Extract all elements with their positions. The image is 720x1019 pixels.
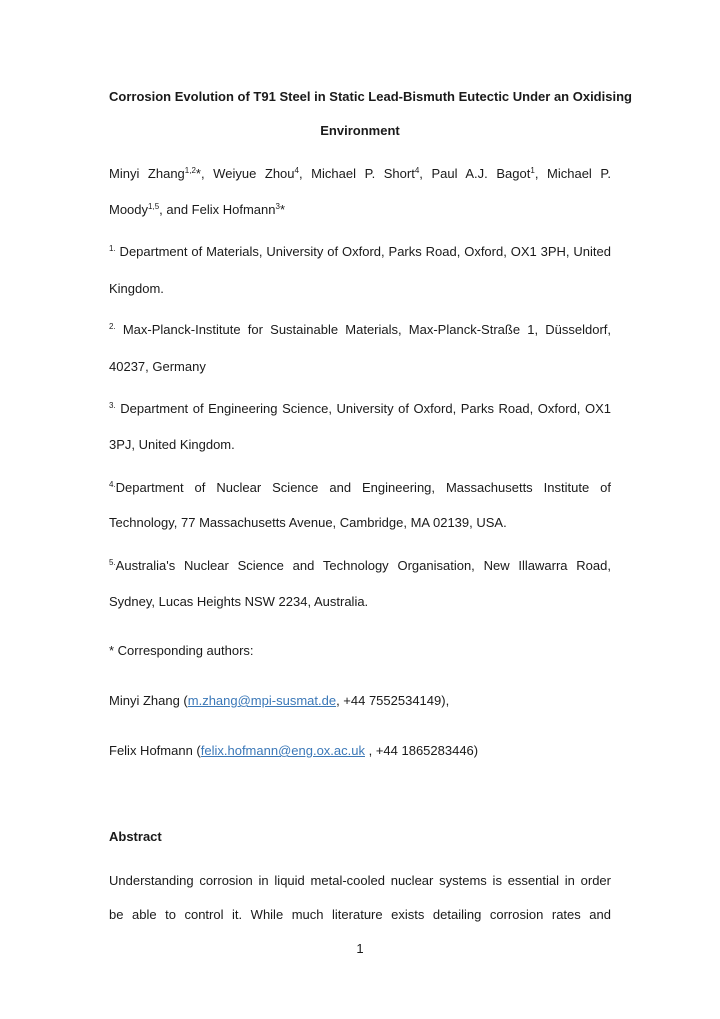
page-number: 1 xyxy=(356,941,364,956)
affiliation-4-line-1 xyxy=(109,480,611,496)
affiliation-text: Department of Nuclear Science and Engineering, Massachusetts Institute of xyxy=(115,480,611,495)
author-affiliation-mark: 1,5 xyxy=(148,202,160,211)
corresponding-heading: * Corresponding authors: xyxy=(109,643,254,658)
author-name: , Weiyue Zhou xyxy=(200,166,295,181)
affiliation-number: 2. xyxy=(109,322,116,331)
abstract-line-1: Understanding corrosion in liquid metal-cooled nuclear systems is essential in order xyxy=(109,873,611,888)
paper-title-line-2: Environment xyxy=(320,123,400,138)
affiliation-5-line-2: Sydney, Lucas Heights NSW 2234, Australia. xyxy=(109,594,369,609)
paper-title-line-1: Corrosion Evolution of T91 Steel in Static Lead-Bismuth Eutectic Under an Oxidising xyxy=(109,89,632,104)
author-affiliation-mark: 4 xyxy=(414,166,420,175)
contact-name: Felix Hofmann ( xyxy=(109,743,201,758)
author-name: Moody xyxy=(109,202,149,217)
corresponding-mark: * xyxy=(279,202,286,217)
abstract-heading: Abstract xyxy=(109,829,162,844)
affiliation-3-line-2: 3PJ, United Kingdom. xyxy=(109,437,235,452)
corresponding-mark: * xyxy=(195,166,201,181)
affiliation-5-line-1 xyxy=(109,558,611,574)
affiliation-number: 1. xyxy=(109,244,116,253)
affiliation-text: Australia's Nuclear Science and Technology Organisation, New Illawarra Road, xyxy=(115,558,611,573)
affiliation-4-line-2: Technology, 77 Massachusetts Avenue, Cambridge, MA 02139, USA. xyxy=(109,515,507,530)
author-affiliation-mark: 1 xyxy=(530,166,535,175)
author-name: , Michael P. Short xyxy=(298,166,415,181)
affiliation-number: 4. xyxy=(109,480,116,489)
corresponding-author-1 xyxy=(109,693,611,709)
affiliation-1-line-2: Kingdom. xyxy=(109,281,164,296)
author-affiliation-mark: 4 xyxy=(294,166,299,175)
contact-phone: , +44 1865283446) xyxy=(364,743,479,758)
author-list-line-1 xyxy=(109,166,611,182)
contact-phone: , +44 7552534149), xyxy=(336,693,450,708)
affiliation-3-line-1 xyxy=(109,401,611,417)
corresponding-author-2 xyxy=(109,743,611,759)
author-list-line-2 xyxy=(109,202,611,218)
email-link[interactable]: felix.hofmann@eng.ox.ac.uk xyxy=(200,743,365,758)
affiliation-number: 5. xyxy=(109,558,116,567)
affiliation-text: Max-Planck-Institute for Sustainable Materials, Max-Planck-Straße 1, Düsseldorf, xyxy=(115,322,611,337)
affiliation-text: Department of Engineering Science, University of Oxford, Parks Road, Oxford, OX1 xyxy=(115,401,611,416)
author-affiliation-mark: 1,2 xyxy=(184,166,196,175)
affiliation-text: Department of Materials, University of Oxford, Parks Road, Oxford, OX1 3PH, United xyxy=(115,244,611,259)
affiliation-2-line-2: 40237, Germany xyxy=(109,359,206,374)
affiliation-number: 3. xyxy=(109,401,116,410)
author-affiliation-mark: 3 xyxy=(275,202,280,211)
abstract-line-2: be able to control it. While much literature exists detailing corrosion rates and xyxy=(109,907,611,922)
author-name: , and Felix Hofmann xyxy=(159,202,276,217)
author-name: , Paul A.J. Bagot xyxy=(419,166,531,181)
affiliation-1-line-1 xyxy=(109,244,611,260)
email-link[interactable]: m.zhang@mpi-susmat.de xyxy=(187,693,337,708)
author-name: , Michael P. xyxy=(534,166,612,181)
contact-name: Minyi Zhang ( xyxy=(109,693,188,708)
affiliation-2-line-1 xyxy=(109,322,611,338)
author-name: Minyi Zhang xyxy=(109,166,185,181)
